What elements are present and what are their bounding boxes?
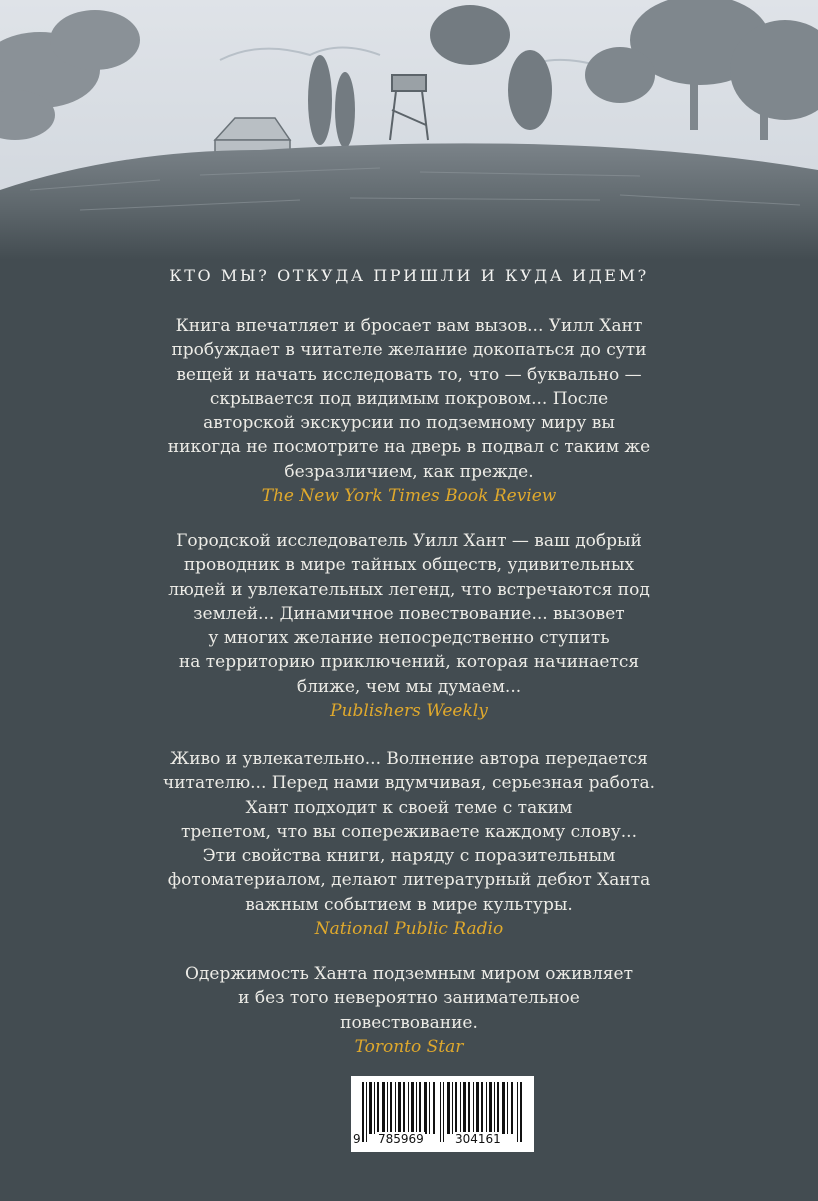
landscape-illustration [0,0,818,260]
review-line: людей и увлекательных легенд, что встречаются под [168,579,650,600]
review-source: National Public Radio [314,919,504,940]
review-line: скрывается под видимым покровом... После [209,388,609,409]
review-line: у многих желание непосредственно ступить [208,628,610,649]
review-line: Книга впечатляет и бросает вам вызов... Уилл Хант [175,316,643,336]
review-line: читателю... Перед нами вдумчивая, серьезная работа. [162,773,656,794]
landscape-sketch-icon [0,0,818,260]
review-line: Хант подходит к своей теме с таким [245,797,573,818]
review-line: авторской экскурсии по подземному миру вы [203,413,615,434]
review-line: Городской исследователь Уилл Хант — ваш добрый [176,531,642,551]
review-nyt [150,314,668,508]
review-source: The New York Times Book Review [261,486,557,507]
review-line: Одержимость Ханта подземным миром оживляет [184,964,633,984]
review-line: Живо и увлекательно... Волнение автора передается [170,749,648,769]
review-line: пробуждает в читателе желание докопаться до сути [171,340,647,361]
barcode-digits-right: 304161 [455,1132,501,1146]
review-line: важным событием в мире культуры. [245,894,573,915]
barcode-digit-first: 9 [353,1132,361,1146]
review-line: ближе, чем мы думаем... [296,676,522,697]
review-line: повествование. [340,1012,478,1033]
review-line: Эти свойства книги, наряду с поразительным [202,846,616,867]
review-line: вещей и начать исследовать то, что — буквально — [176,364,642,385]
review-publishers-weekly [150,529,668,723]
isbn-barcode [351,1076,534,1152]
review-line: на территорию приключений, которая начинается [178,652,640,673]
review-source: Publishers Weekly [330,701,488,722]
barcode-digits-left: 785969 [378,1132,424,1146]
review-line: и без того невероятно занимательное [238,988,580,1009]
review-line: землей... Динамичное повествование... вызовет [193,603,625,624]
review-line: фотоматериалом, делают литературный дебют Ханта [167,870,651,891]
review-line: проводник в мире тайных обществ, удивительных [183,555,635,576]
cover-heading: КТО МЫ? ОТКУДА ПРИШЛИ И КУДА ИДЕМ? [169,266,649,285]
review-line: никогда не посмотрите на дверь в подвал с таким же [167,437,651,458]
review-line: трепетом, что вы сопереживаете каждому слову... [181,821,637,842]
review-npr [150,747,668,941]
review-line: безразличием, как прежде. [284,461,534,482]
review-toronto-star [150,962,668,1059]
review-source: Toronto Star [354,1036,464,1057]
